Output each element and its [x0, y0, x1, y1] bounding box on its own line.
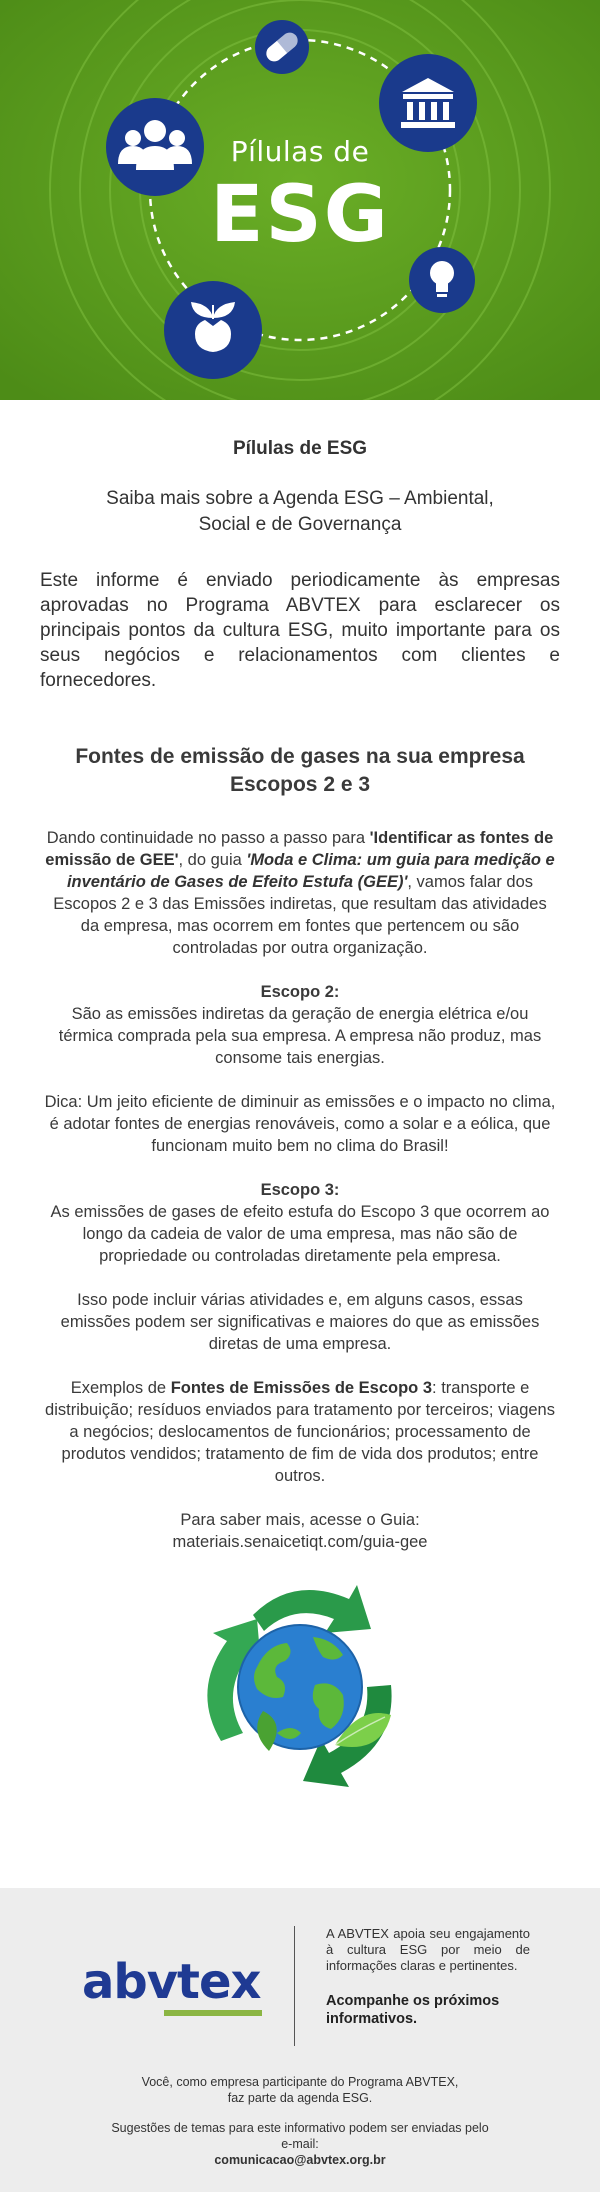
examples-text-a: Exemplos de	[70, 1379, 171, 1397]
suggestions-text	[0, 2120, 600, 2168]
suggestions-line2	[0, 2136, 600, 2168]
email-link[interactable]: comunicacao@abvtex.org.br	[214, 2153, 386, 2167]
hero-title-big: ESG	[210, 170, 390, 260]
scope2-text: São as emissões indiretas da geração de energia elétrica e/ou térmica comprada pela sua empresa. A empresa não produz, mas consome tais energias.	[58, 1005, 542, 1067]
participant-line1: Você, como empresa participante do Programa ABVTEX,	[141, 2075, 459, 2089]
scope3-text: As emissões de gases de efeito estufa do Escopo 3 que ocorrem ao longo da cadeia de valor de uma empresa, mas não são de propriedade ou controladas diretamente pela empresa.	[50, 1203, 550, 1265]
footer-info	[326, 1926, 530, 2028]
follow-text: Acompanhe os próximos informativos.	[326, 1993, 500, 2027]
section-title-line1: Fontes de emissão de gases na sua empresa	[75, 745, 525, 768]
recycling-globe-icon	[185, 1575, 415, 1795]
guide-title: 'Moda e Clima: um guia para medição e inventário de Gases de Efeito Estufa (GEE)'	[66, 851, 555, 891]
email-prefix: e-mail:	[281, 2137, 319, 2151]
scope2-paragraph	[44, 981, 556, 1069]
hero-banner	[0, 0, 600, 400]
abvtex-logo	[82, 1956, 262, 2016]
p1-text-a: Dando continuidade no passo a passo para	[46, 829, 370, 847]
support-text: A ABVTEX apoia seu engajamento à cultura ESG por meio de informações claras e pertinentes.	[326, 1926, 530, 1973]
footer	[0, 1888, 600, 2192]
hero-title-small: Pílulas de	[230, 135, 370, 168]
scope3-paragraph	[44, 1179, 556, 1267]
intro-subheading: Saiba mais sobre a Agenda ESG – Ambiental, Social e de Governança	[106, 488, 494, 535]
guide-paragraph	[44, 1509, 556, 1553]
logo-accent-bar	[164, 2010, 262, 2016]
logo-text: abvtex	[82, 1954, 261, 2010]
scope2-label: Escopo 2:	[260, 983, 340, 1001]
suggestions-line1: Sugestões de temas para este informativo podem ser enviadas pelo	[111, 2121, 489, 2135]
plant-icon	[164, 281, 262, 379]
p1-text-c: , do guia	[178, 851, 247, 869]
participant-line2: faz parte da agenda ESG.	[227, 2091, 373, 2105]
intro-text: Este informe é enviado periodicamente às empresas aprovadas no Programa ABVTEX para esclarecer os principais pontos da cultura ESG, muito importante para os seus negócios e relacionamentos com clientes e fornecedores.	[40, 570, 560, 691]
guide-intro: Para saber mais, acesse o Guia:	[180, 1511, 420, 1529]
scope3-extra-paragraph: Isso pode incluir várias atividades e, em alguns casos, essas emissões podem ser significativas e maiores do que as emissões diretas de uma empresa.	[60, 1291, 540, 1353]
scope3-label: Escopo 3:	[260, 1181, 340, 1199]
p1-highlight: 'Identificar as fontes de emissão de GEE'	[45, 829, 554, 869]
examples-paragraph	[44, 1377, 556, 1487]
pill-icon	[255, 20, 309, 74]
tip-paragraph: Dica: Um jeito eficiente de diminuir as emissões e o impacto no clima, é adotar fontes de energias renováveis, como a solar e a eólica, que funcionam muito bem no clima do Brasil!	[44, 1093, 556, 1155]
section-title	[40, 743, 560, 799]
guide-link[interactable]: materiais.senaicetiqt.com/guia-gee	[172, 1533, 428, 1551]
intro-paragraph	[44, 827, 556, 959]
intro-heading: Pílulas de ESG	[232, 438, 368, 459]
examples-text-c: : transporte e distribuição; resíduos enviados para tratamento por terceiros; viagens a negócios; deslocamentos de funcionários; processamento de produtos vendidos; tratamento de fim de vida dos produtos; entre outros.	[45, 1379, 555, 1485]
p1-text-e: , vamos falar dos Escopos 2 e 3 das Emissões indiretas, que resultam das atividades da empresa, mas ocorrem em fontes que pertencem ou são controladas por outra organização.	[53, 873, 547, 957]
footer-top	[0, 1926, 600, 2046]
newsletter-body	[0, 400, 600, 1795]
footer-divider	[294, 1926, 295, 2046]
footer-bottom	[0, 2074, 600, 2182]
participant-text	[0, 2074, 600, 2106]
illustration	[40, 1575, 560, 1795]
examples-highlight: Fontes de Emissões de Escopo 3	[170, 1379, 433, 1397]
section-title-line2: Escopos 2 e 3	[229, 773, 371, 796]
